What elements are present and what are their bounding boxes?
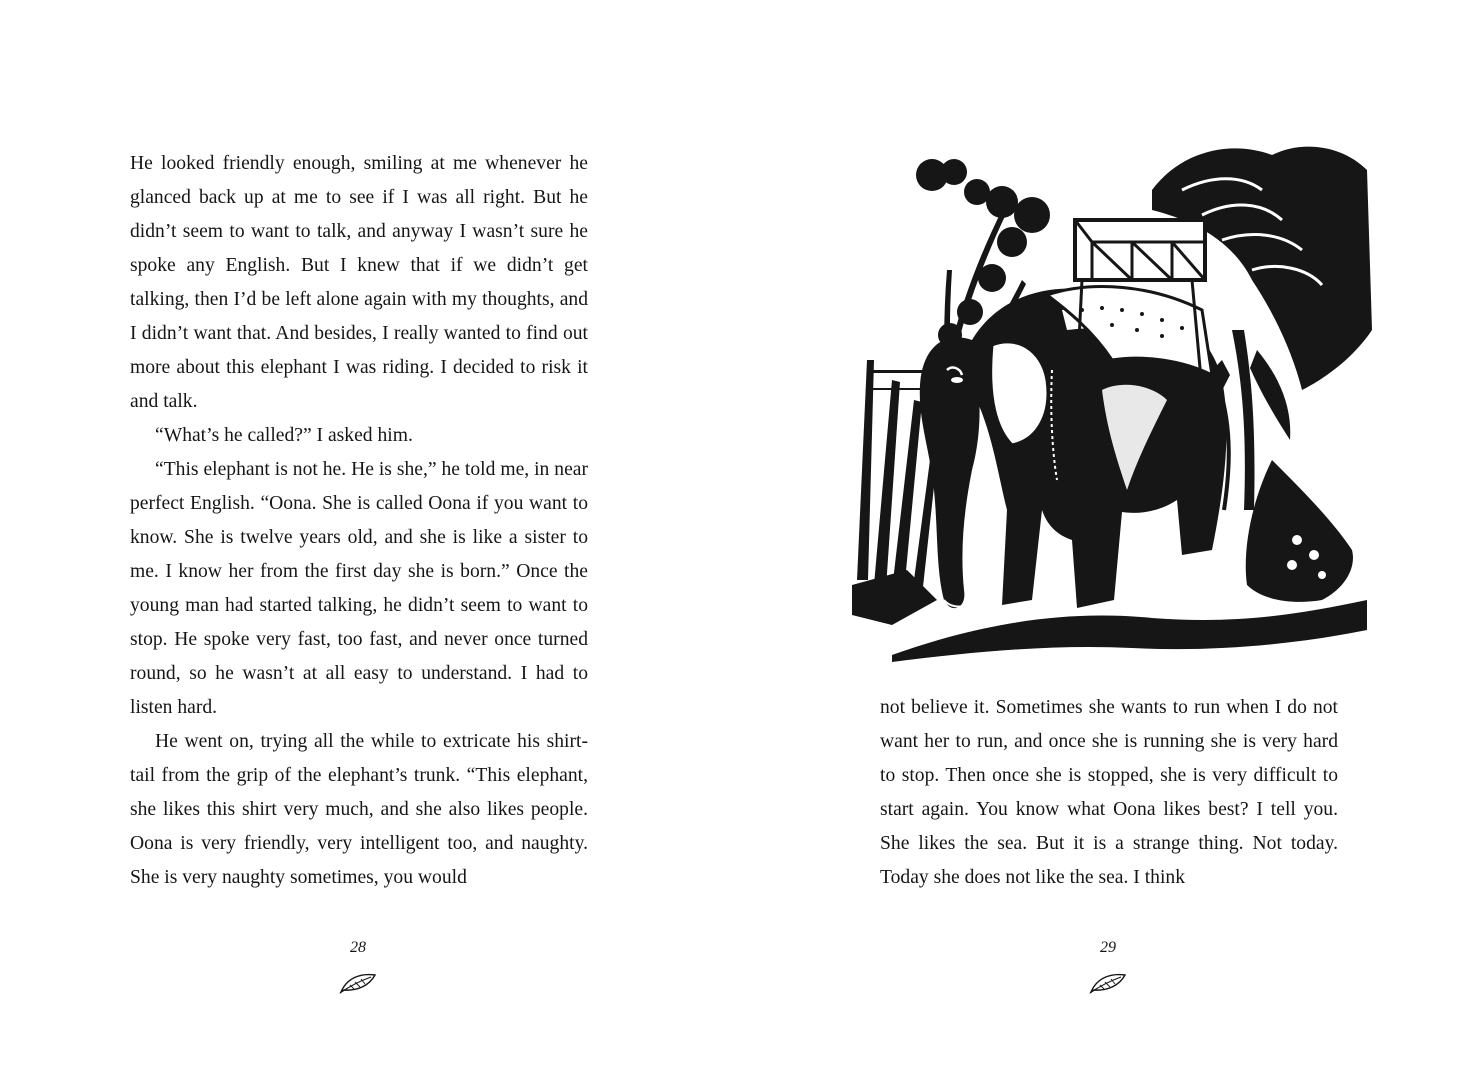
paragraph: “This elephant is not he. He is she,” he told me, in near perfect English. “Oona. She is called Oona if you want to know. She is twelve years old, and she is like a sister to me. I know her from the first day she is born.” Once the young man had started talking, he didn’t seem to want to stop. He spoke very fast, too fast, and never once turned round, so he wasn’t at all easy to understand. I had to listen hard. — [130, 459, 588, 718]
leaf-ornament-icon — [1088, 972, 1128, 994]
paragraph: “What’s he called?” I asked him. — [155, 425, 413, 446]
right-page-text — [880, 691, 1338, 895]
left-page-text — [130, 147, 588, 895]
elephant-illustration — [852, 130, 1372, 665]
paragraph: He looked friendly enough, smiling at me whenever he glanced back up at me to see if I was all right. But he didn’t seem to want to talk, and anyway I wasn’t sure he spoke any English. But I knew that if we didn’t get talking, then I’d be left alone again with my thoughts, and I didn’t want that. And besides, I really wanted to find out more about this elephant I was riding. I decided to risk it and talk. — [130, 153, 588, 412]
paragraph: not believe it. Sometimes she wants to run when I do not want her to run, and once she is running she is very hard to stop. Then once she is stopped, she is very difficult to start again. You know what Oona likes best? I tell you. She likes the sea. But it is a strange thing. Not today. Today she does not like the sea. I think — [880, 697, 1338, 888]
right-page — [735, 0, 1470, 1078]
page-number: 28 — [350, 939, 366, 956]
page-number: 29 — [1100, 939, 1116, 956]
leaf-ornament-icon — [338, 972, 378, 994]
paragraph: He went on, trying all the while to extricate his shirt-tail from the grip of the elephant’s trunk. “This elephant, she likes this shirt very much, and she also likes people. Oona is very friendly, very intelligent too, and naughty. She is very naughty sometimes, you would — [130, 731, 588, 888]
